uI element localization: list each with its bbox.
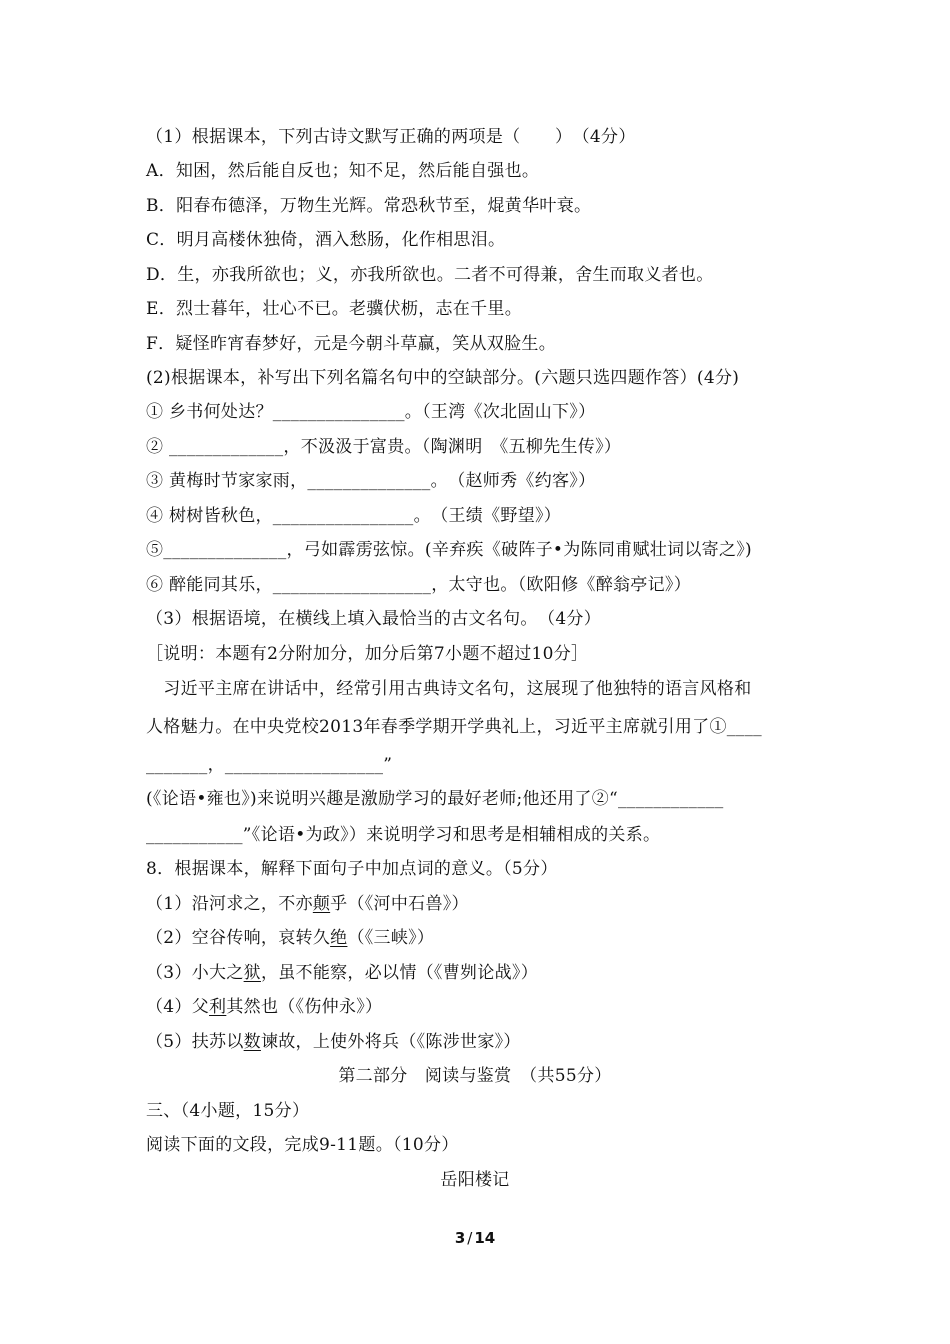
q7-3-para-line-5: ___________”《论语•为政》）来说明学习和思考是相辅相成的关系。: [146, 825, 661, 845]
q7-1-option-d: D．生，亦我所欲也；义，亦我所欲也。二者不可得兼，舍生而取义者也。: [146, 265, 714, 285]
q7-1-option-b: B．阳春布德泽，万物生光辉。常恐秋节至，焜黄华叶衰。: [146, 196, 592, 216]
q7-3-para-line-1: 习近平主席在讲话中，经常引用古典诗文名句，这展现了他独特的语言风格和: [146, 679, 752, 699]
q7-2-item-6: ⑥ 醉能同其乐，__________________，太守也。（欧阳修《醉翁亭记》）: [146, 575, 692, 595]
part2-heading: 第二部分 阅读与鉴赏 （共55分）: [338, 1066, 612, 1086]
page-number: 3 / 14: [454, 1229, 496, 1247]
q7-3-para-line-2: 人格魅力。在中央党校2013年春季学期开学典礼上，习近平主席就引用了①____: [146, 717, 762, 737]
q8-item-1: （1）沿河求之，不亦颠乎（《河中石兽》）: [146, 894, 469, 914]
q7-1-option-e: E．烈士暮年，壮心不已。老骥伏枥，志在千里。: [146, 299, 523, 319]
dotted-word: 利: [209, 997, 227, 1017]
q7-3-para-line-4: (《论语•雍也》)来说明兴趣是激励学习的最好老师;他还用了②“____________: [146, 789, 724, 809]
q7-3-note: ［说明：本题有2分附加分，加分后第7小题不超过10分］: [146, 644, 589, 664]
q7-1-title: （1）根据课本，下列古诗文默写正确的两项是（ ） （4分）: [146, 127, 636, 147]
q7-2-item-4: ④ 树树皆秋色，________________。 （王绩《野望》）: [146, 506, 562, 526]
q7-1-option-a: A．知困，然后能自反也；知不足，然后能自强也。: [146, 161, 540, 181]
dotted-word: 数: [243, 1032, 261, 1052]
q8-item-4: （4）父利其然也（《伤仲永》）: [146, 997, 383, 1017]
q8-title: 8．根据课本，解释下面句子中加点词的意义。（5分）: [146, 859, 558, 879]
dotted-word: 颠: [312, 894, 331, 914]
q7-1-option-f: F．疑怪昨宵春梦好，元是今朝斗草赢，笑从双脸生。: [146, 334, 556, 354]
reading-instruction: 阅读下面的文段，完成9-11题。（10分）: [146, 1135, 459, 1155]
q7-3-title: （3）根据语境，在横线上填入最恰当的古文名句。 （4分）: [146, 609, 602, 629]
q7-2-item-2: ② _____________，不汲汲于富贵。（陶渊明 《五柳先生传》）: [146, 437, 622, 457]
q8-item-2: （2）空谷传响，哀转久绝（《三峡》）: [146, 928, 435, 948]
q7-2-item-1: ① 乡书何处达？_______________。（王湾《次北固山下》）: [146, 402, 596, 422]
q7-2-title: (2)根据课本，补写出下列名篇名句中的空缺部分。(六题只选四题作答）(4分): [146, 368, 740, 388]
dotted-word: 狱: [243, 963, 261, 983]
q7-3-para-line-3: _______，__________________”: [146, 755, 393, 775]
q8-item-5: （5）扶苏以数谏故，上使外将兵（《陈涉世家》）: [146, 1032, 521, 1052]
q7-2-item-5: ⑤______________，弓如霹雳弦惊。(辛弃疾《破阵子•为陈同甫赋壮词以寄之》): [146, 540, 752, 560]
dotted-word: 绝: [330, 928, 348, 948]
section-three: 三、（4小题，15分）: [146, 1101, 310, 1121]
q7-1-option-c: C．明月高楼休独倚，酒入愁肠，化作相思泪。: [146, 230, 506, 250]
q8-item-3: （3）小大之狱，虽不能察，必以情（《曹刿论战》）: [146, 963, 539, 983]
q7-2-item-3: ③ 黄梅时节家家雨，______________。 （赵师秀《约客》）: [146, 471, 596, 491]
essay-title: 岳阳楼记: [440, 1170, 510, 1190]
